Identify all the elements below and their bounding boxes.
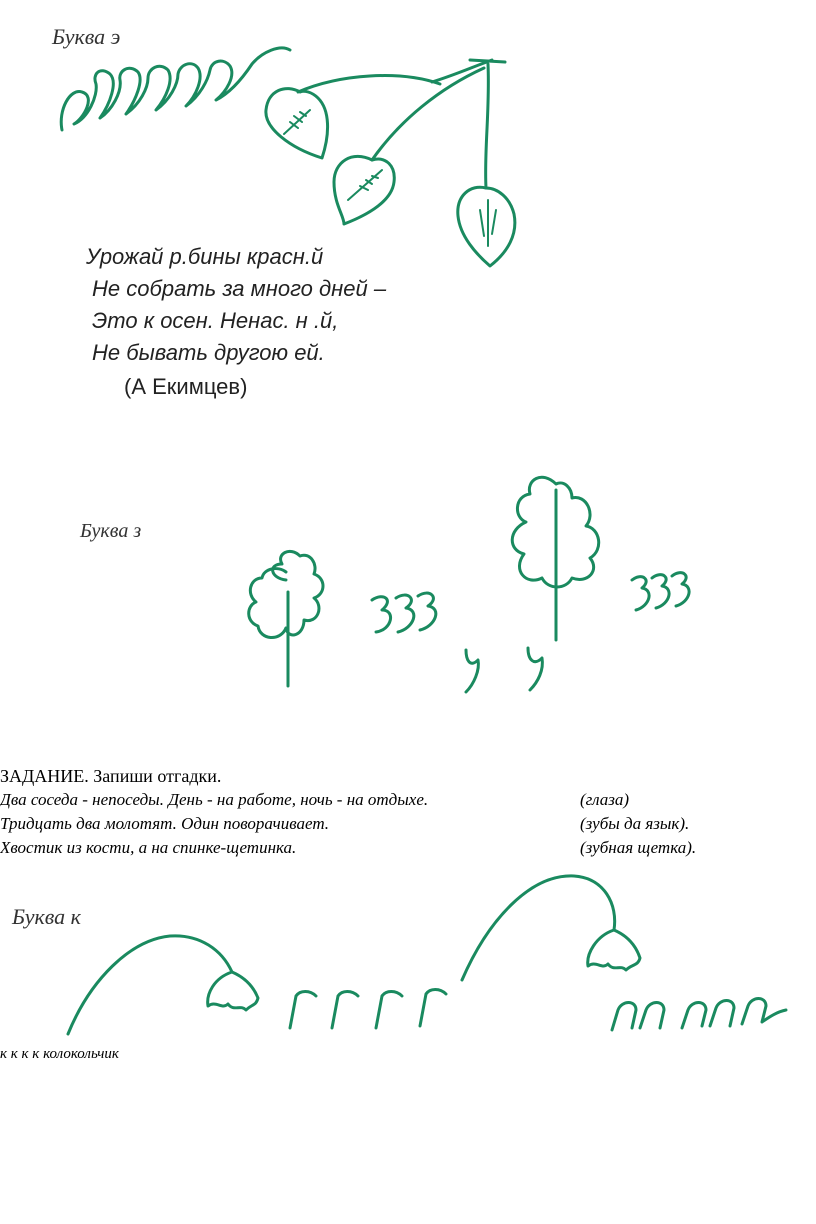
letter-k-illustration	[0, 860, 816, 1060]
cursive-e-loops	[61, 48, 290, 130]
answer-2: (зубы да язык).	[580, 814, 690, 833]
answer-3: (зубная щетка).	[580, 838, 697, 857]
poem-line-3: Это к осен. Ненас. н .й,	[92, 308, 339, 333]
bellflower-left	[68, 936, 258, 1034]
letter-e-heading: Буква э	[52, 24, 121, 49]
poem-author: (А Екимцев)	[124, 374, 248, 399]
answer-1: (глаза)	[580, 790, 629, 809]
riddle-1: Два соседа - непоседы. День - на работе, ночь - на отдыхе.	[0, 790, 429, 809]
poem-line-1: Урожай р.бины красн.й	[86, 244, 324, 269]
cursive-g-row	[290, 990, 446, 1029]
letter-k-heading: Буква к	[12, 904, 81, 929]
letter-z-heading: Буква з	[80, 520, 142, 542]
rowan-branch	[266, 60, 515, 266]
tall-tree	[512, 477, 598, 640]
cursive-z-left	[372, 593, 436, 632]
bellflower-right	[462, 876, 640, 980]
riddle-3: Хвостик из кости, а на спинке-щетинка.	[0, 838, 297, 857]
cursive-z-right	[632, 573, 689, 610]
poem-line-2: Не собрать за много дней –	[92, 276, 387, 301]
small-tree	[249, 551, 323, 686]
poem-line-4: Не бывать другою ей.	[92, 340, 325, 365]
task-title: ЗАДАНИЕ. Запиши отгадки.	[0, 766, 222, 786]
k-note: к к к к колокольчик	[0, 1046, 119, 1062]
letter-z-illustration	[0, 460, 816, 700]
cursive-u	[466, 648, 542, 692]
riddle-2: Тридцать два молотят. Один поворачивает.	[0, 814, 330, 833]
cursive-p-row	[612, 999, 786, 1031]
